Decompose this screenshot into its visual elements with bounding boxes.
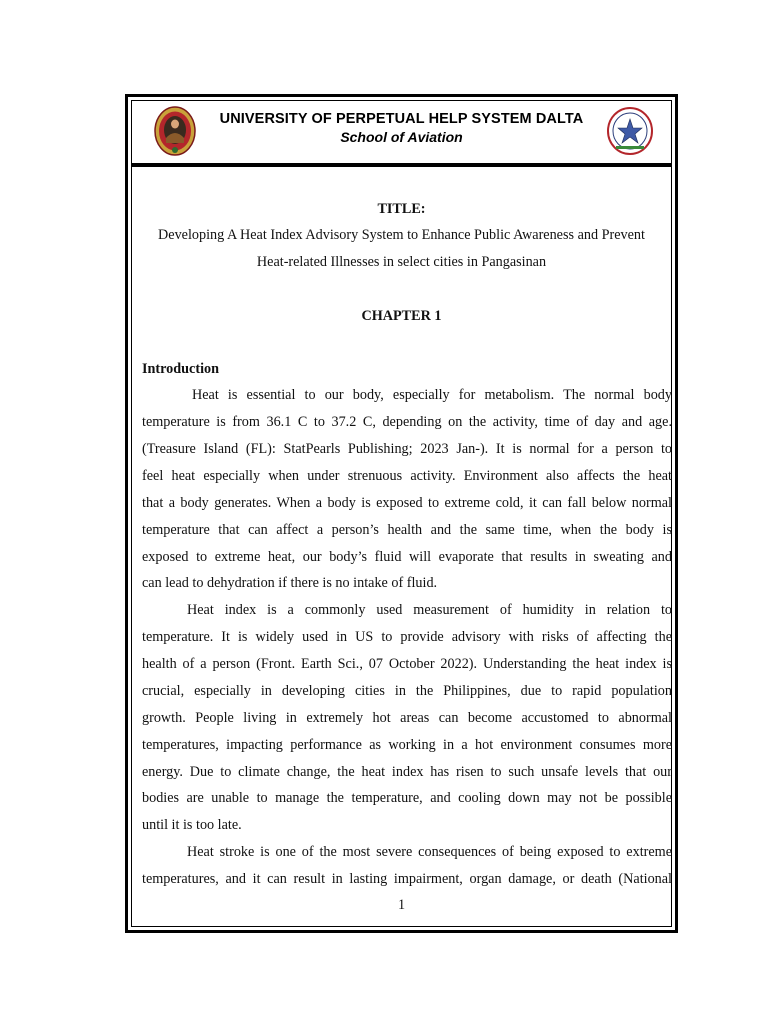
paragraph-line: growth. People living in extremely hot areas can become accustomed to abnormal — [142, 710, 672, 726]
title-label: TITLE: — [377, 201, 426, 217]
paragraph-line: feel heat especially when under strenuous activity. Environment also affects the heat — [142, 468, 672, 484]
school-of-aviation-seal-icon — [607, 107, 653, 155]
paragraph-line: bodies are unable to manage the temperature, and cooling down may not be possible — [142, 790, 672, 806]
paragraph-line: energy. Due to climate change, the heat index has risen to such unsafe levels that our — [142, 764, 672, 780]
university-name: UNIVERSITY OF PERPETUAL HELP SYSTEM DALTA — [219, 111, 584, 127]
paragraph-line: temperatures, and it can result in lasting impairment, organ damage, or death (National — [142, 871, 672, 887]
chapter-heading: CHAPTER 1 — [361, 308, 442, 324]
page-number: 1 — [397, 897, 406, 913]
paragraph-line: temperature. It is widely used in US to provide advisory with risks of affecting the — [142, 629, 672, 645]
paragraph-line: (Treasure Island (FL): StatPearls Publishing; 2023 Jan-). It is normal for a person to — [142, 441, 672, 457]
paragraph-line: health of a person (Front. Earth Sci., 07 October 2022). Understanding the heat index is — [142, 656, 672, 672]
paragraph-line: temperature is from 36.1 C to 37.2 C, depending on the activity, time of day and age. — [142, 414, 672, 430]
paragraph-line: crucial, especially in developing cities in the Philippines, due to rapid population — [142, 683, 672, 699]
paragraph-line: temperature that can affect a person’s health and the same time, when the body is — [142, 522, 672, 538]
section-heading: Introduction — [142, 361, 219, 377]
page-frame — [125, 94, 678, 933]
paragraph-line: can lead to dehydration if there is no intake of fluid. — [142, 575, 438, 591]
page-frame-inner — [131, 100, 672, 927]
paragraph-line: exposed to extreme heat, our body’s fluid will evaporate that results in sweating and — [142, 549, 672, 565]
paragraph-line: Heat index is a commonly used measurement of humidity in relation to — [187, 602, 672, 618]
letterhead — [132, 101, 671, 166]
paragraph-line: temperatures, impacting performance as working in a hot environment consumes more — [142, 737, 672, 753]
title-line: Developing A Heat Index Advisory System to Enhance Public Awareness and Prevent — [158, 227, 645, 243]
paragraph-line: Heat is essential to our body, especially for metabolism. The normal body — [192, 387, 672, 403]
paragraph-line: Heat stroke is one of the most severe consequences of being exposed to extreme — [187, 844, 672, 860]
paragraph-line: until it is too late. — [142, 817, 242, 833]
school-name: School of Aviation — [340, 129, 463, 145]
paragraph-line: that a body generates. When a body is exposed to extreme cold, it can fall below normal — [142, 495, 672, 511]
letterhead-rule — [132, 166, 671, 167]
title-line: Heat-related Illnesses in select cities in Pangasinan — [256, 254, 547, 270]
